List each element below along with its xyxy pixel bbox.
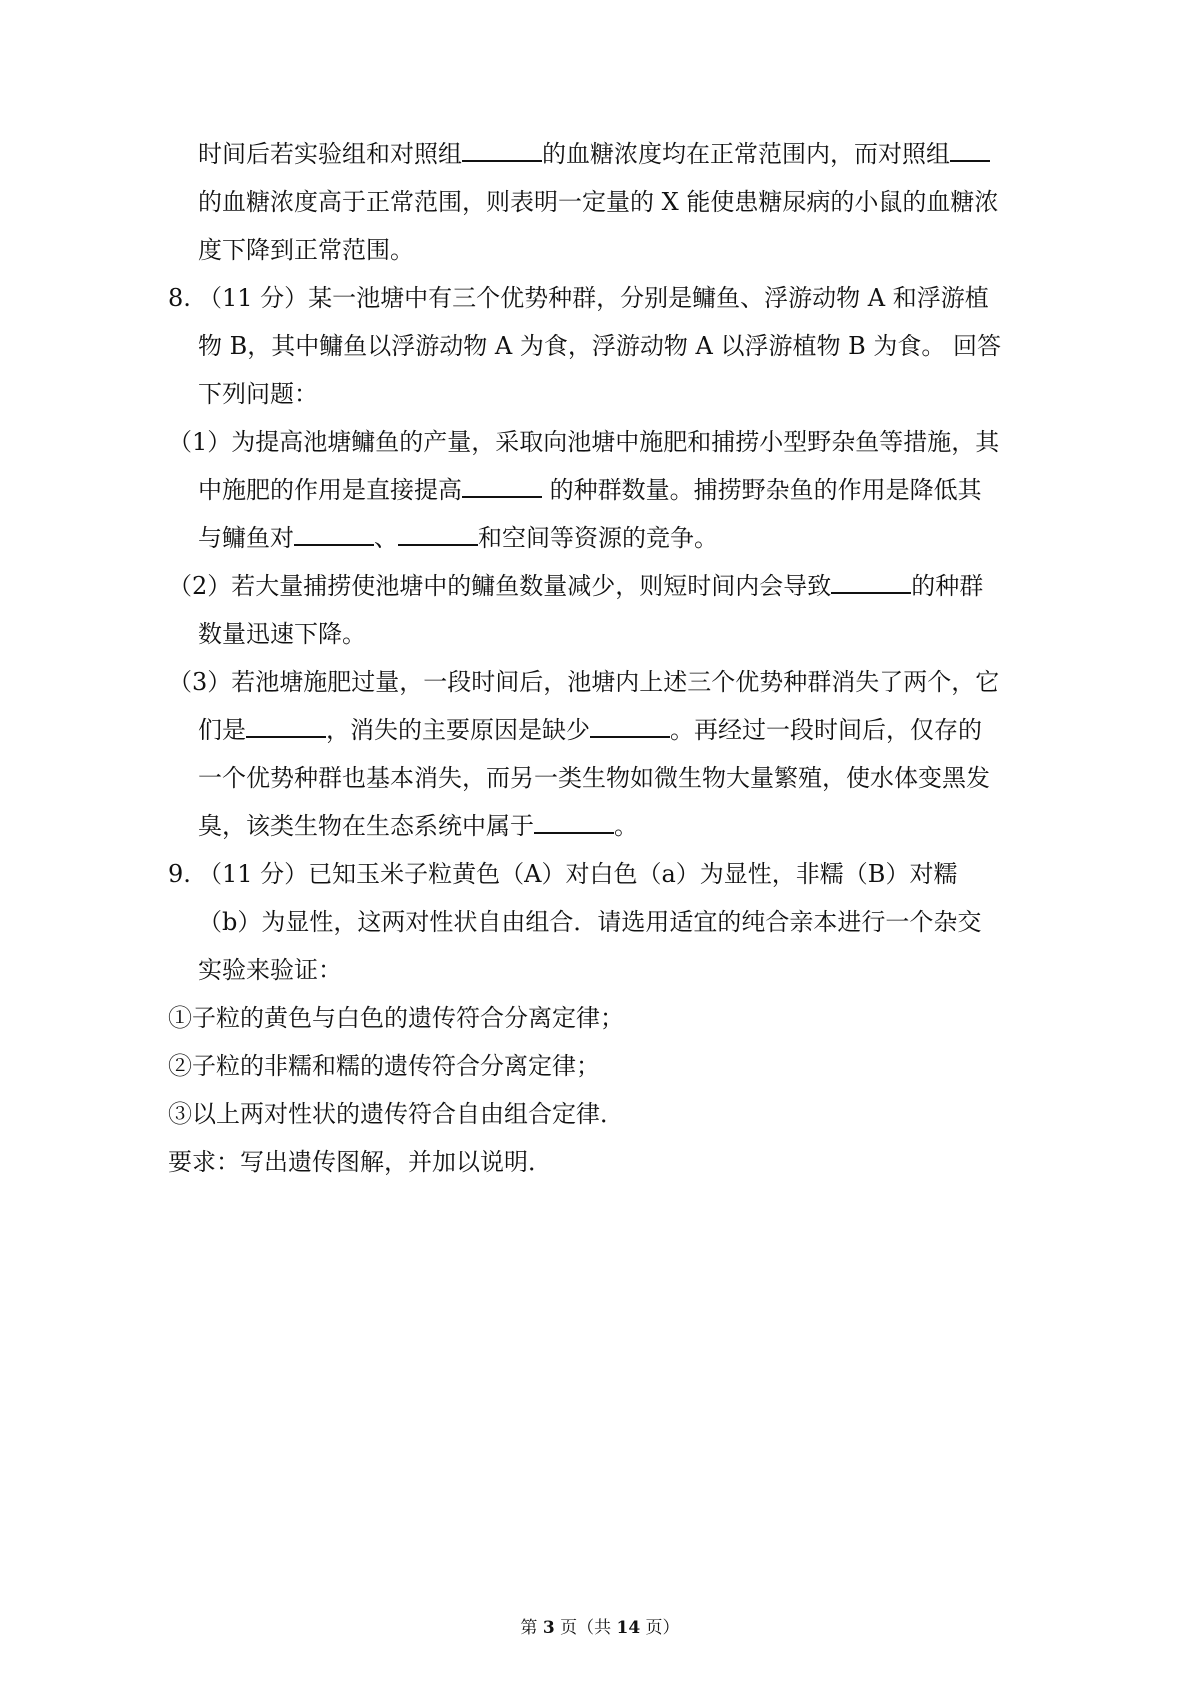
q8-part3-line-3 [0,754,1200,802]
text-segment: 实验来验证： [198,956,342,984]
text-segment: ①子粒的黄色与白色的遗传符合分离定律； [168,1004,624,1032]
footer-text: 页（共 [554,1618,617,1638]
q9-requirement [0,1138,1200,1186]
text-segment: 一个优势种群也基本消失，而另一类生物如微生物大量繁殖，使水体变黑发 [198,764,990,792]
text-segment: 的种群 [911,572,984,600]
text-segment: （2）若大量捕捞使池塘中的鳙鱼数量减少，则短时间内会导致 [168,572,832,600]
q8-part1-line-1 [0,418,1200,466]
text-segment: 下列问题： [198,380,318,408]
text-segment: 和空间等资源的竞争。 [478,524,718,552]
q8-line-3 [0,370,1200,418]
q9-item-1 [0,994,1200,1042]
text-segment: 中施肥的作用是直接提高 [198,476,462,504]
text-segment: 的血糖浓度均在正常范围内，而对照组 [542,140,950,168]
text-segment: （b）为显性，这两对性状自由组合．请选用适宜的纯合亲本进行一个杂交 [198,908,982,936]
page-footer [0,1616,1200,1640]
text-segment: 们是 [198,716,246,744]
answer-blank[interactable] [534,808,614,834]
total-pages: 14 [616,1618,641,1638]
q9-line-1 [0,850,1200,898]
text-segment: 物 B，其中鳙鱼以浮游动物 A 为食，浮游动物 A 以浮游植物 B 为食。 回答 [198,332,1001,360]
text-segment: （1）为提高池塘鳙鱼的产量，采取向池塘中施肥和捕捞小型野杂鱼等措施，其 [168,428,1000,456]
q8-part2-line-2 [0,610,1200,658]
page-number: 3 [542,1618,555,1638]
q9-line-3 [0,946,1200,994]
text-segment: （3）若池塘施肥过量，一段时间后，池塘内上述三个优势种群消失了两个，它 [168,668,1000,696]
continuation-line-2 [0,178,1200,226]
text-segment: 数量迅速下降。 [198,620,366,648]
q9-item-3 [0,1090,1200,1138]
text-segment: 与鳙鱼对 [198,524,294,552]
q9-item-2 [0,1042,1200,1090]
answer-blank[interactable] [950,136,990,162]
continuation-line-3 [0,226,1200,274]
answer-blank[interactable] [398,520,478,546]
text-segment: （11 分）已知玉米子粒黄色（A）对白色（a）为显性，非糯（B）对糯 [198,860,958,888]
text-segment: ，消失的主要原因是缺少 [326,716,590,744]
answer-blank[interactable] [462,472,542,498]
answer-blank[interactable] [294,520,374,546]
answer-blank[interactable] [462,136,542,162]
text-segment: 、 [374,524,398,552]
answer-blank[interactable] [590,712,670,738]
footer-text: 页） [640,1618,680,1638]
footer-text: 第 [520,1618,543,1638]
text-segment: （11 分）某一池塘中有三个优势种群，分别是鳙鱼、浮游动物 A 和浮游植 [198,284,989,312]
q8-line-1 [0,274,1200,322]
q8-part3-line-2 [0,706,1200,754]
q8-part1-line-3 [0,514,1200,562]
text-segment: 的种群数量。捕捞野杂鱼的作用是降低其 [542,476,982,504]
text-segment: 要求：写出遗传图解，并加以说明． [168,1148,552,1176]
q8-part2-line-1 [0,562,1200,610]
text-segment: 。再经过一段时间后，仅存的 [670,716,982,744]
text-segment: 的血糖浓度高于正常范围，则表明一定量的 X 能使患糖尿病的小鼠的血糖浓 [198,188,999,216]
q8-part3-line-4 [0,802,1200,850]
continuation-line-1 [0,130,1200,178]
text-segment: 时间后若实验组和对照组 [198,140,462,168]
question-number: 9. [168,860,191,888]
text-segment: ②子粒的非糯和糯的遗传符合分离定律； [168,1052,600,1080]
text-segment: ③以上两对性状的遗传符合自由组合定律． [168,1100,624,1128]
text-segment: 度下降到正常范围。 [198,236,414,264]
q8-part3-line-1 [0,658,1200,706]
q9-line-2 [0,898,1200,946]
q8-part1-line-2 [0,466,1200,514]
text-segment: 。 [614,812,638,840]
answer-blank[interactable] [246,712,326,738]
q8-line-2 [0,322,1200,370]
question-number: 8. [168,284,191,312]
text-segment: 臭，该类生物在生态系统中属于 [198,812,534,840]
answer-blank[interactable] [831,568,911,594]
